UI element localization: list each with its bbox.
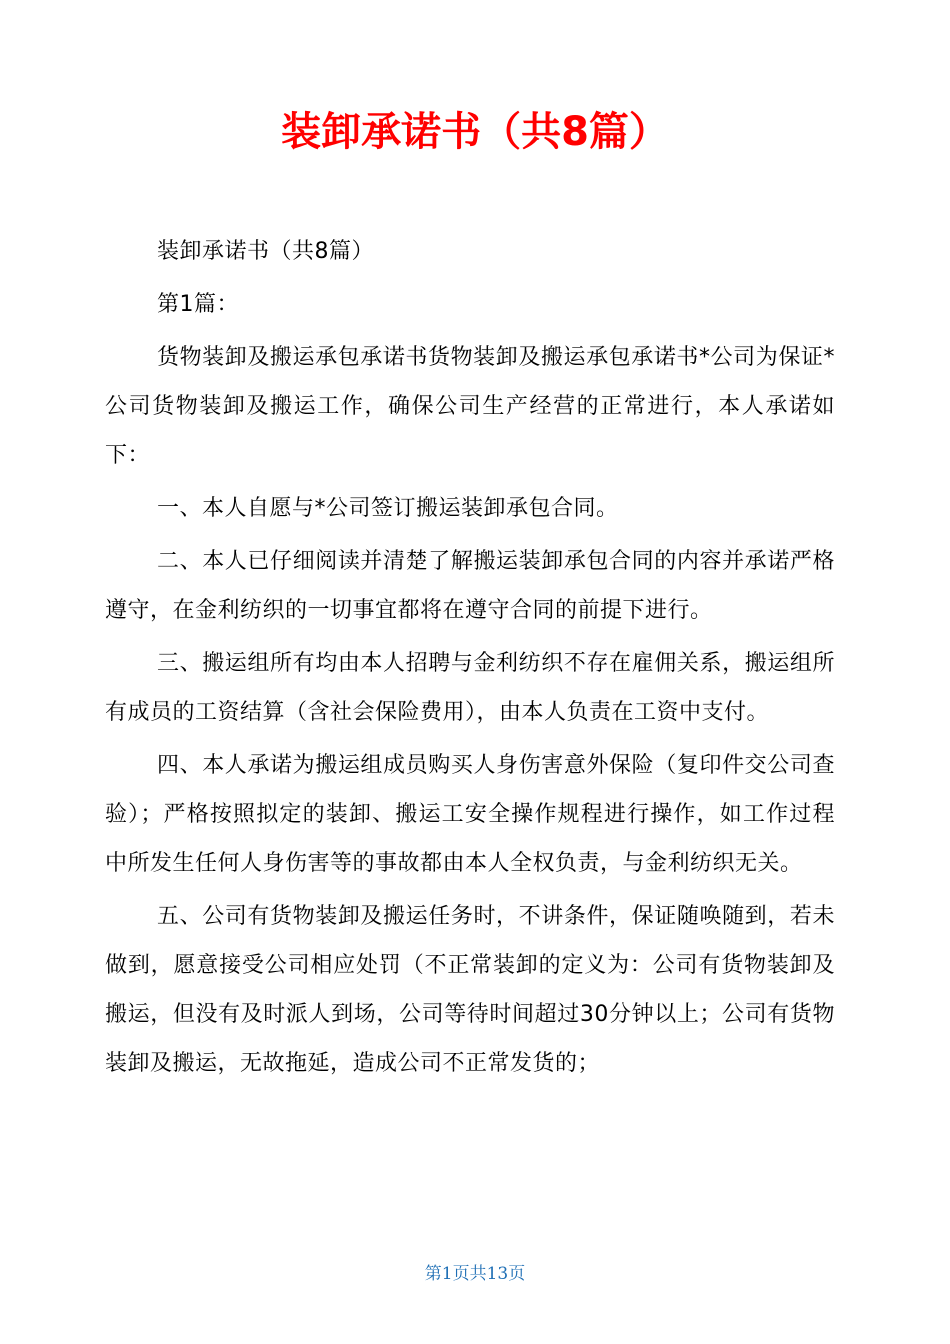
- paragraph-subtitle: 装卸承诺书（共8篇）: [157, 239, 374, 264]
- paragraph-intro: 货物装卸及搬运承包承诺书货物装卸及搬运承包承诺书*公司为保证*公司货物装卸及搬运工作，确保公司生产经营的正常进行，本人承诺如下：: [105, 345, 835, 468]
- paragraph-clause-2: 二、本人已仔细阅读并清楚了解搬运装卸承包合同的内容并承诺严格遵守，在金利纺织的一切事宜都将在遵守合同的前提下进行。: [105, 549, 835, 623]
- document-title: 装卸承诺书（共8篇）: [281, 109, 669, 155]
- paragraph-clause-3: 三、搬运组所有均由本人招聘与金利纺织不存在雇佣关系，搬运组所有成员的工资结算（含社会保险费用），由本人负责在工资中支付。: [105, 651, 835, 725]
- page-number-footer: 第1页共13页: [424, 1264, 526, 1284]
- paragraph-clause-4: 四、本人承诺为搬运组成员购买人身伤害意外保险（复印件交公司查验）；严格按照拟定的装卸、搬运工安全操作规程进行操作，如工作过程中所发生任何人身伤害等的事故都由本人全权负责，与金利纺织无关。: [105, 753, 835, 876]
- paragraph-clause-1: 一、本人自愿与*公司签订搬运装卸承包合同。: [157, 496, 619, 521]
- paragraph-clause-5: 五、公司有货物装卸及搬运任务时，不讲条件，保证随唤随到，若未做到，愿意接受公司相应处罚（不正常装卸的定义为：公司有货物装卸及搬运，但没有及时派人到场，公司等待时间超过30分钟以上；公司有货物装卸及搬运，无故拖延，造成公司不正常发货的；: [105, 904, 835, 1076]
- document-body: [105, 227, 835, 1092]
- paragraph-section-heading: 第1篇：: [157, 292, 239, 317]
